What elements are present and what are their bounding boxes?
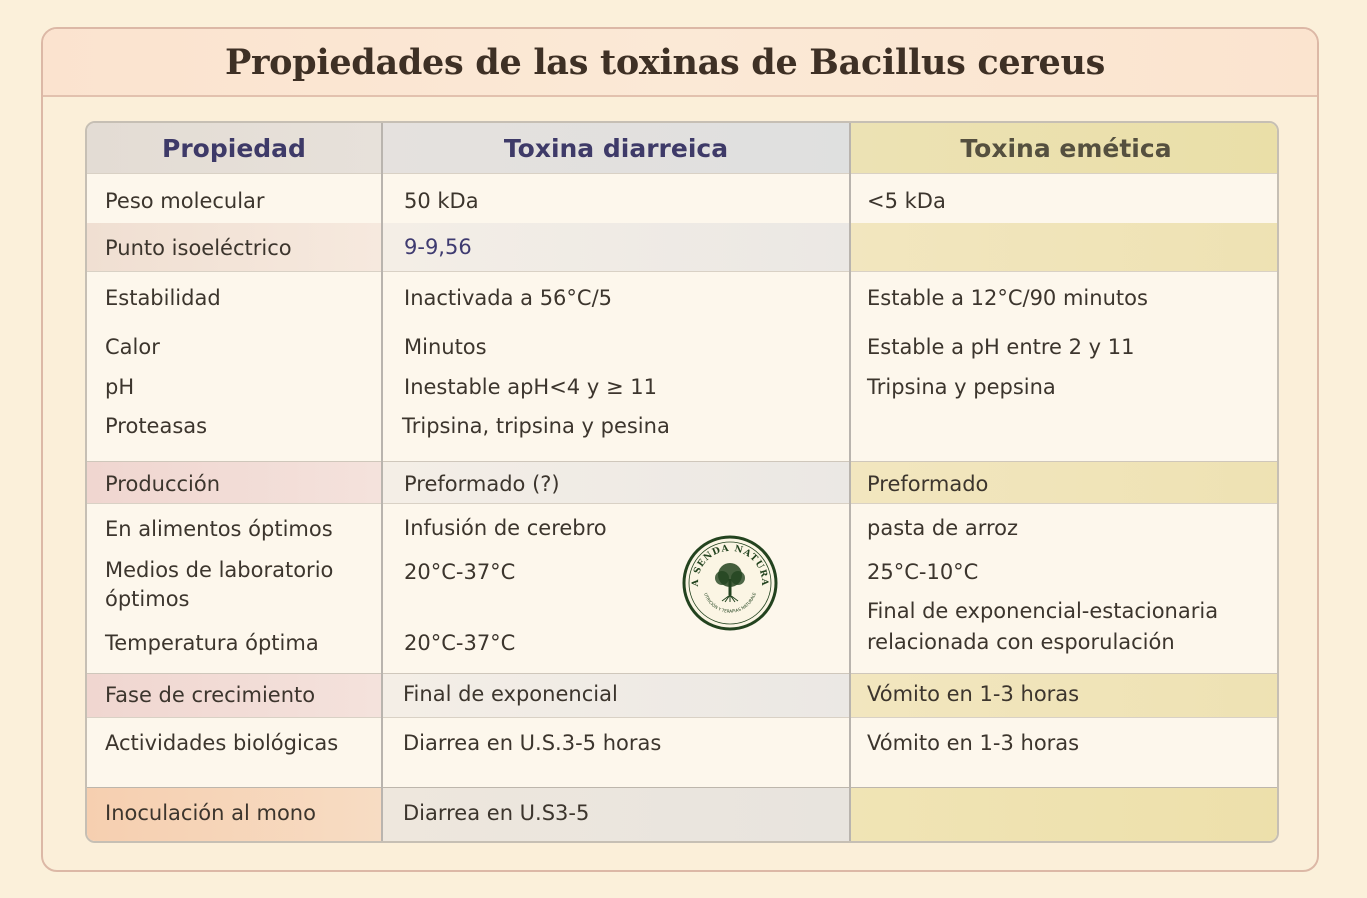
cell-temperatura-emetica: Final de exponencial-estacionaria relacionada con esporulación: [867, 599, 1219, 654]
cell-punto-diarreica: 9-9,56: [404, 235, 472, 259]
cell-punto-label: Punto isoeléctrico: [105, 236, 292, 260]
column-divider: [381, 123, 383, 841]
cell-medios-emetica: 25°C-10°C: [867, 560, 979, 584]
cell-alimentos-diarreica: Infusión de cerebro: [404, 516, 607, 540]
cell-ph-emetica: Tripsina y pepsina: [867, 375, 1056, 399]
cell-fase-label: Fase de crecimiento: [105, 683, 316, 707]
la-senda-natural-logo: [682, 535, 778, 631]
cell-calor-label: Calor: [105, 335, 160, 359]
cell-temperatura-diarreica: 20°C-37°C: [404, 631, 516, 655]
cell-ph-label: pH: [105, 375, 135, 399]
cell-peso-emetica: <5 kDa: [867, 189, 946, 213]
cell-fase-diarreica: Final de exponencial: [403, 682, 618, 706]
cell-estabilidad-label: Estabilidad: [105, 286, 221, 310]
svg-text:LA SENDA NATURAL: A SENDA NATURA: [690, 543, 770, 587]
cell-produccion-label: Producción: [105, 472, 221, 496]
header-toxina-emetica: Toxina emética: [851, 123, 1279, 173]
page-title: Propiedades de las toxinas de Bacillus cereus: [224, 41, 1106, 83]
cell-estabilidad-diarreica: Inactivada a 56°C/5: [404, 286, 613, 310]
cell-proteasas-label: Proteasas: [105, 414, 208, 438]
cell-inoculacion-label: Inoculación al mono: [105, 801, 316, 825]
svg-text:NUTRICIÓN Y TERAPIAS NATURALES: UTRICIÓN Y TERAPIAS NATURALE: [703, 591, 757, 614]
cell-calor-diarreica: Minutos: [404, 335, 487, 359]
cell-produccion-emetica: Preformado: [867, 472, 989, 496]
table-card: [41, 27, 1319, 872]
properties-table: [85, 121, 1279, 843]
cell-estabilidad-emetica: Estable a 12°C/90 minutos: [867, 286, 1148, 310]
cell-alimentos-emetica: pasta de arroz: [867, 516, 1019, 540]
cell-actividades-emetica: Vómito en 1-3 horas: [867, 731, 1080, 755]
cell-actividades-label: Actividades biológicas: [105, 731, 339, 755]
header-propiedad: Propiedad: [87, 123, 381, 173]
column-divider: [849, 123, 851, 841]
cell-peso-diarreica: 50 kDa: [404, 189, 479, 213]
cell-temperatura-label: Temperatura óptima: [105, 631, 319, 655]
title-bar: [43, 29, 1317, 97]
cell-alimentos-label: En alimentos óptimos: [105, 517, 333, 541]
cell-inoculacion-diarreica: Diarrea en U.S3-5: [403, 801, 590, 825]
table-header-row: [87, 123, 1277, 174]
cell-medios-label: Medios de laboratorio óptimos: [105, 558, 334, 611]
cell-fase-emetica: Vómito en 1-3 horas: [867, 682, 1080, 706]
cell-actividades-diarreica: Diarrea en U.S.3-5 horas: [403, 731, 662, 755]
cell-calor-emetica: Estable a pH entre 2 y 11: [867, 335, 1135, 359]
row-bg-produccion: [87, 461, 1277, 503]
cell-proteasas-diarreica: Tripsina, tripsina y pesina: [402, 414, 670, 438]
cell-ph-diarreica: Inestable apH<4 y ≥ 11: [404, 375, 657, 399]
header-toxina-diarreica: Toxina diarreica: [383, 123, 849, 173]
cell-peso-label: Peso molecular: [105, 189, 265, 213]
cell-medios-diarreica: 20°C-37°C: [404, 560, 516, 584]
cell-produccion-diarreica: Preformado (?): [404, 472, 560, 496]
